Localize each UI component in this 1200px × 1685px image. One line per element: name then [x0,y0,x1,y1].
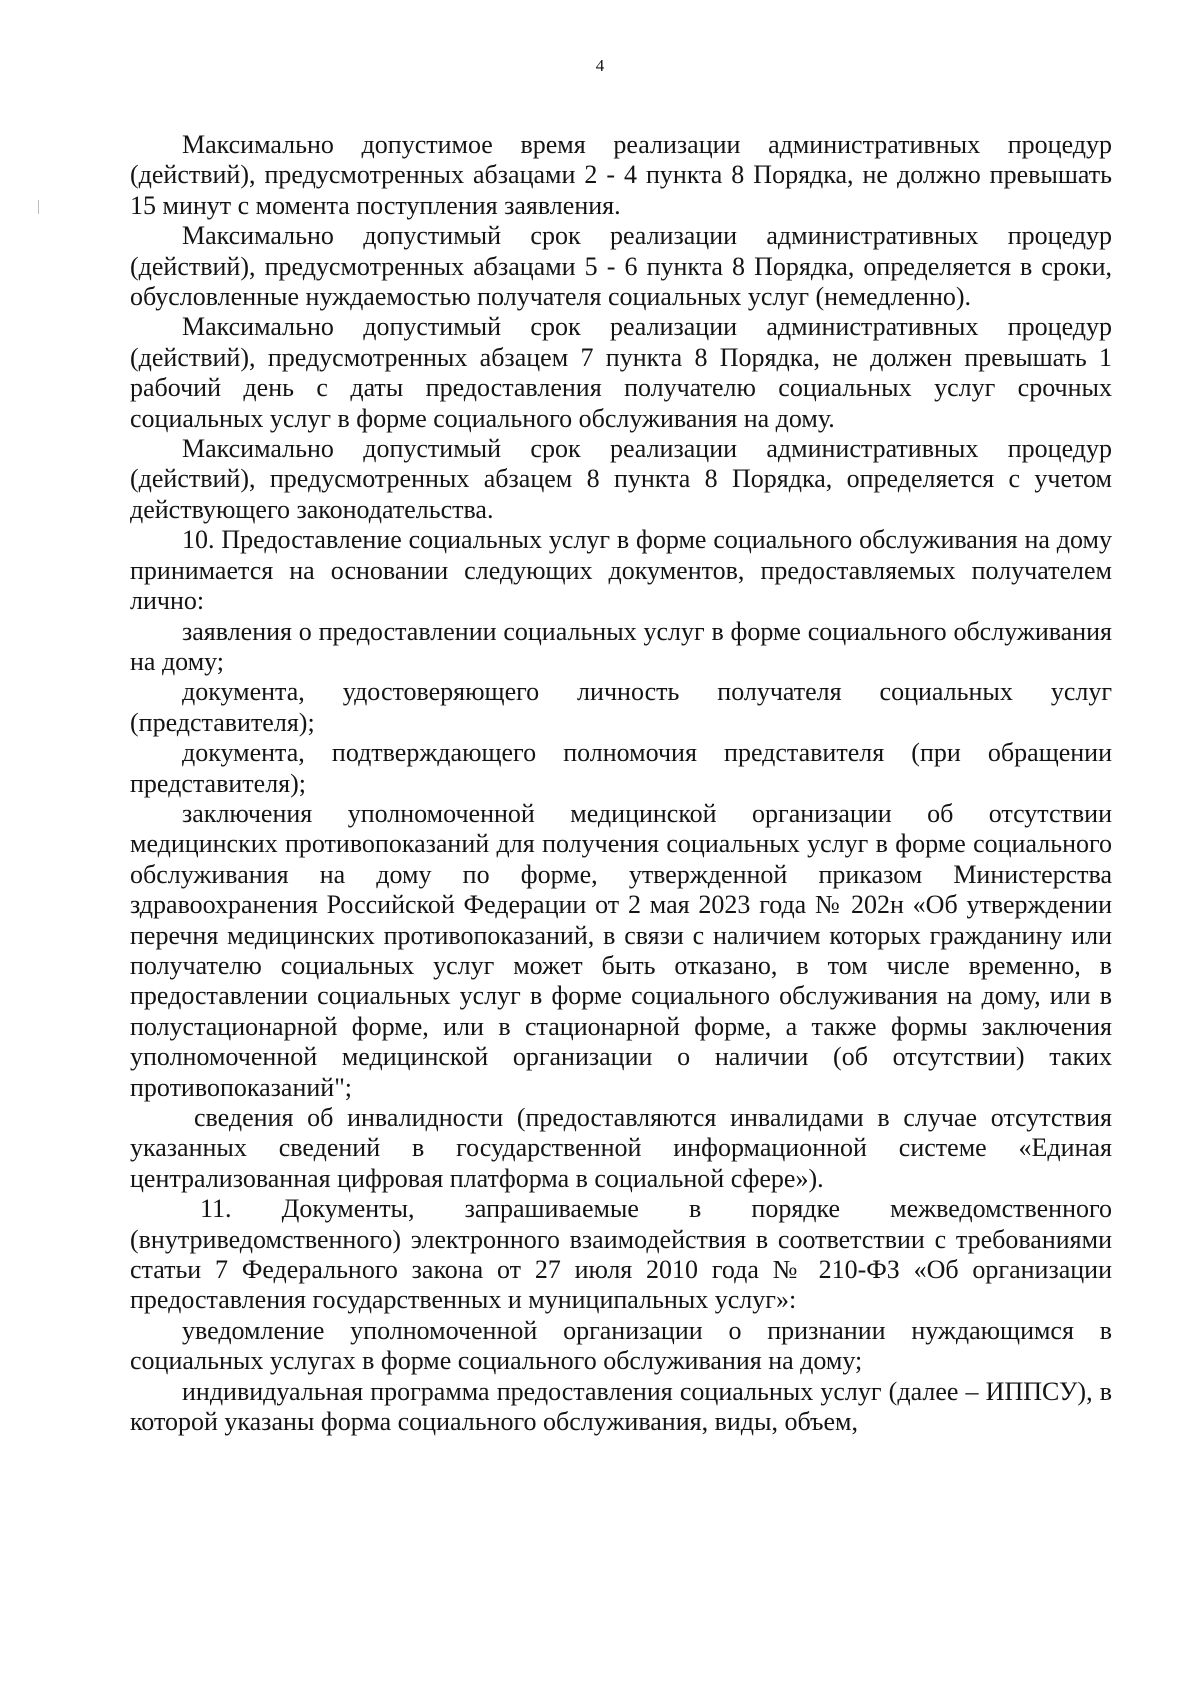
scan-artifact [38,200,39,214]
paragraph-max-time-2-4: Максимально допустимое время реализации административных процедур (действий), предусмотренных абзацами 2 - 4 пункта 8 Порядка, не должно превышать 15 минут с момента поступления заявления. [130,130,1112,220]
list-item-identity-document: документа, удостоверяющего личность получателя социальных услуг (представителя); [130,677,1112,737]
list-item-ippsu: индивидуальная программа предоставления социальных услуг (далее – ИППСУ), в которой указаны форма социального обслуживания, виды, объем, [130,1376,1112,1437]
list-item-authority-document: документа, подтверждающего полномочия представителя (при обращении представителя); [130,738,1112,798]
paragraph-max-term-8: Максимально допустимый срок реализации административных процедур (действий), предусмотренных абзацем 8 пункта 8 Порядка, определяется с учетом действующего законодательства. [130,434,1112,524]
paragraph-max-term-5-6: Максимально допустимый срок реализации административных процедур (действий), предусмотренных абзацами 5 - 6 пункта 8 Порядка, определяется в сроки, обусловленные нуждаемостью получателя социальных услуг (немедленно). [130,221,1112,312]
paragraph-max-term-7: Максимально допустимый срок реализации административных процедур (действий), предусмотренных абзацем 7 пункта 8 Порядка, не должен превышать 1 рабочий день с даты предоставления получателю социальных услуг срочных социальных услуг в форме социального обслуживания на дому. [130,312,1112,433]
list-item-disability-info: сведения об инвалидности (предоставляются инвалидами в случае отсутствия указанных сведений в государственной информационной системе «Единая централизованная цифровая платформа в социальной сфере»). [130,1103,1112,1193]
list-item-application: заявления о предоставлении социальных услуг в форме социального обслуживания на дому; [130,616,1112,676]
paragraph-clause-10: 10. Предоставление социальных услуг в форме социального обслуживания на дому принимается на основании следующих документов, предоставляемых получателем лично: [130,525,1112,616]
document-body [130,130,1112,1437]
list-item-notification: уведомление уполномоченной организации о признании нуждающимся в социальных услугах в форме социального обслуживания на дому; [130,1315,1112,1376]
page-number: 4 [595,56,605,75]
paragraph-clause-11: 11. Документы, запрашиваемые в порядке межведомственного (внутриведомственного) электронного взаимодействия в соответствии с требованиями статьи 7 Федерального закона от 27 июля 2010 года № 210-ФЗ «Об организации предоставления государственных и муниципальных услуг»: [130,1194,1112,1315]
list-item-medical-conclusion: заключения уполномоченной медицинской организации об отсутствии медицинских противопоказаний для получения социальных услуг в форме социального обслуживания на дому по форме, утвержденной приказом Министерства здравоохранения Российской Федерации от 2 мая 2023 года № 202н «Об утверждении перечня медицинских противопоказаний, в связи с наличием которых гражданину или получателю социальных услуг может быть отказано, в том числе временно, в предоставлении социальных услуг в форме социального обслуживания на дому, или в полустационарной форме, или в стационарной форме, а также формы заключения уполномоченной медицинской организации о наличии (об отсутствии) таких противопоказаний"; [130,798,1112,1102]
